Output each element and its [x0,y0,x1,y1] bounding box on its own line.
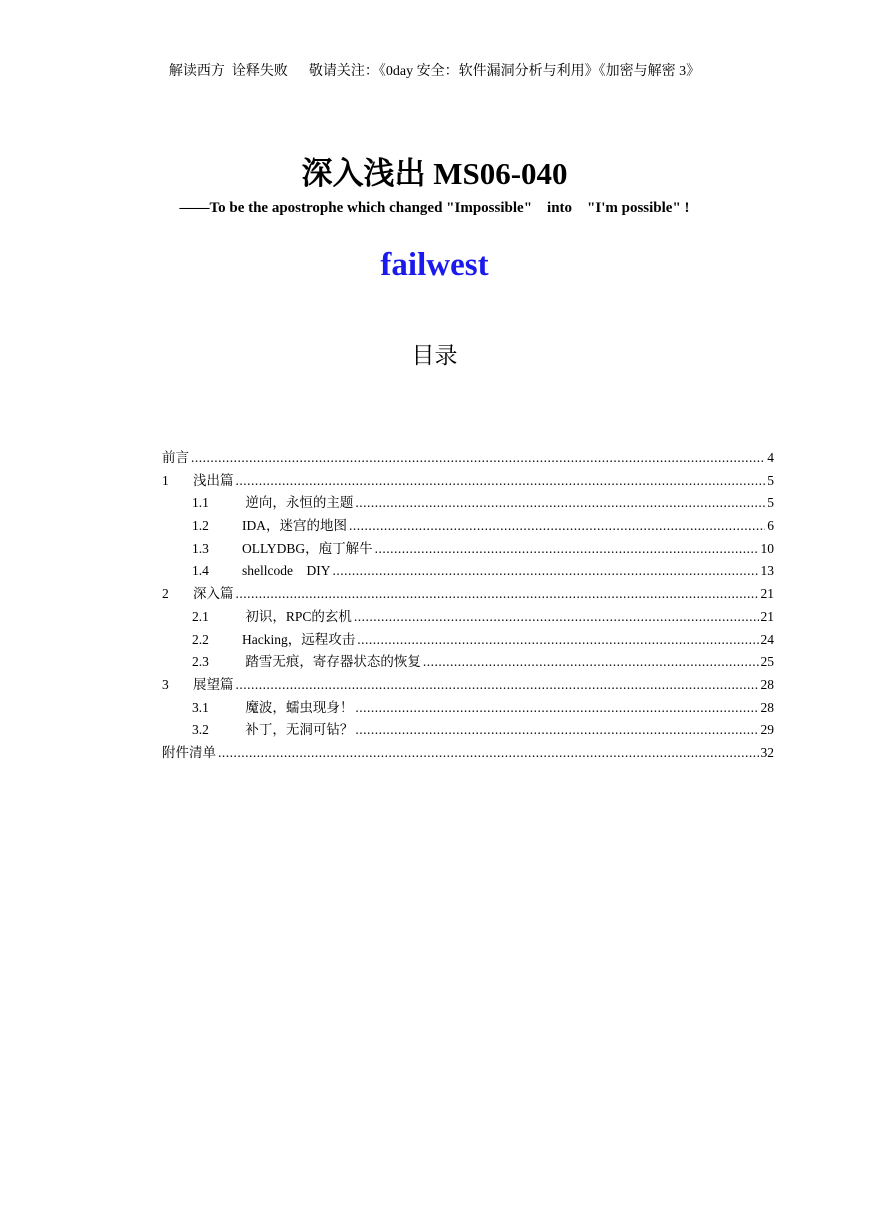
toc-entry-label: OLLYDBG，庖丁解牛 [242,540,373,556]
toc-entry[interactable] [162,606,774,629]
toc-dot-leader [236,583,759,606]
toc-entry[interactable] [162,742,774,765]
toc-entry-number: 1.3 [192,540,209,556]
toc-dot-leader [423,651,759,674]
toc-entry[interactable] [162,719,774,742]
toc-entry-page-number: 21 [760,586,774,602]
toc-entry-number: 3 [162,676,169,692]
toc-dot-leader [375,538,759,561]
toc-entry[interactable] [162,583,774,606]
toc-dot-leader [355,697,758,720]
toc-entry-number: 2 [162,586,169,602]
table-of-contents [162,447,774,765]
toc-entry[interactable] [162,515,774,538]
toc-dot-leader [355,492,765,515]
toc-entry-page-number: 21 [760,608,774,624]
toc-entry-number: 2.1 [192,608,209,624]
toc-entry-label: 魔波，蠕虫现身！ [242,699,354,715]
toc-entry[interactable] [162,560,774,583]
toc-entry-label: 浅出篇 [193,472,234,488]
toc-entry-number: 1.1 [192,495,209,511]
page-header: 解读西方 诠释失败 敬请关注：《0day 安全：软件漏洞分析与利用》《加密与解密 3》 [168,64,701,79]
toc-dot-leader [357,629,758,652]
toc-dot-leader [191,447,765,470]
toc-entry-label: 初识，RPC的玄机 [242,608,352,624]
toc-entry[interactable] [162,629,774,652]
toc-dot-leader [236,470,766,493]
author-name: failwest [380,247,489,283]
toc-entry-label: 踏雪无痕，寄存器状态的恢复 [242,654,421,670]
toc-entry-page-number: 25 [760,654,774,670]
toc-entry-label: 附件清单 [162,744,216,760]
toc-entry-page-number: 5 [767,472,774,488]
toc-entry[interactable] [162,492,774,515]
document-title: 深入浅出 MS06-040 [301,156,568,191]
toc-entry[interactable] [162,538,774,561]
toc-dot-leader [236,674,759,697]
toc-entry[interactable] [162,447,774,470]
toc-entry-page-number: 32 [760,744,774,760]
toc-entry-label: shellcode DIY [242,563,331,579]
toc-entry-page-number: 29 [760,722,774,738]
toc-entry-number: 1 [162,472,169,488]
toc-entry-label: 展望篇 [193,676,234,692]
toc-entry-page-number: 6 [767,518,774,534]
toc-heading: 目录 [411,343,458,368]
toc-entry[interactable] [162,651,774,674]
toc-entry[interactable] [162,674,774,697]
toc-entry-page-number: 28 [760,699,774,715]
toc-entry-number: 1.2 [192,518,209,534]
toc-entry[interactable] [162,697,774,720]
toc-entry-label: 逆向，永恒的主题 [242,495,354,511]
toc-entry-page-number: 13 [760,563,774,579]
toc-entry[interactable] [162,470,774,493]
document-subtitle: ——To be the apostrophe which changed "Impossible" into "I'm possible" ! [179,200,690,216]
toc-entry-page-number: 24 [760,631,774,647]
toc-entry-label: IDA，迷宫的地图 [242,518,347,534]
toc-dot-leader [218,742,759,765]
toc-entry-label: 前言 [162,450,189,465]
toc-entry-number: 3.1 [192,699,209,715]
toc-entry-page-number: 10 [760,540,774,556]
toc-entry-label: Hacking，远程攻击 [242,631,356,647]
toc-dot-leader [355,719,758,742]
toc-dot-leader [332,560,758,583]
toc-entry-number: 3.2 [192,722,209,738]
toc-entry-label: 补丁，无洞可钻？ [242,722,354,738]
toc-entry-page-number: 4 [767,450,774,465]
toc-dot-leader [354,606,759,629]
toc-entry-number: 2.3 [192,654,209,670]
toc-entry-number: 1.4 [192,563,209,579]
toc-entry-number: 2.2 [192,631,209,647]
toc-entry-label: 深入篇 [193,586,234,602]
toc-entry-page-number: 5 [767,495,774,511]
toc-dot-leader [349,515,765,538]
toc-entry-page-number: 28 [760,676,774,692]
